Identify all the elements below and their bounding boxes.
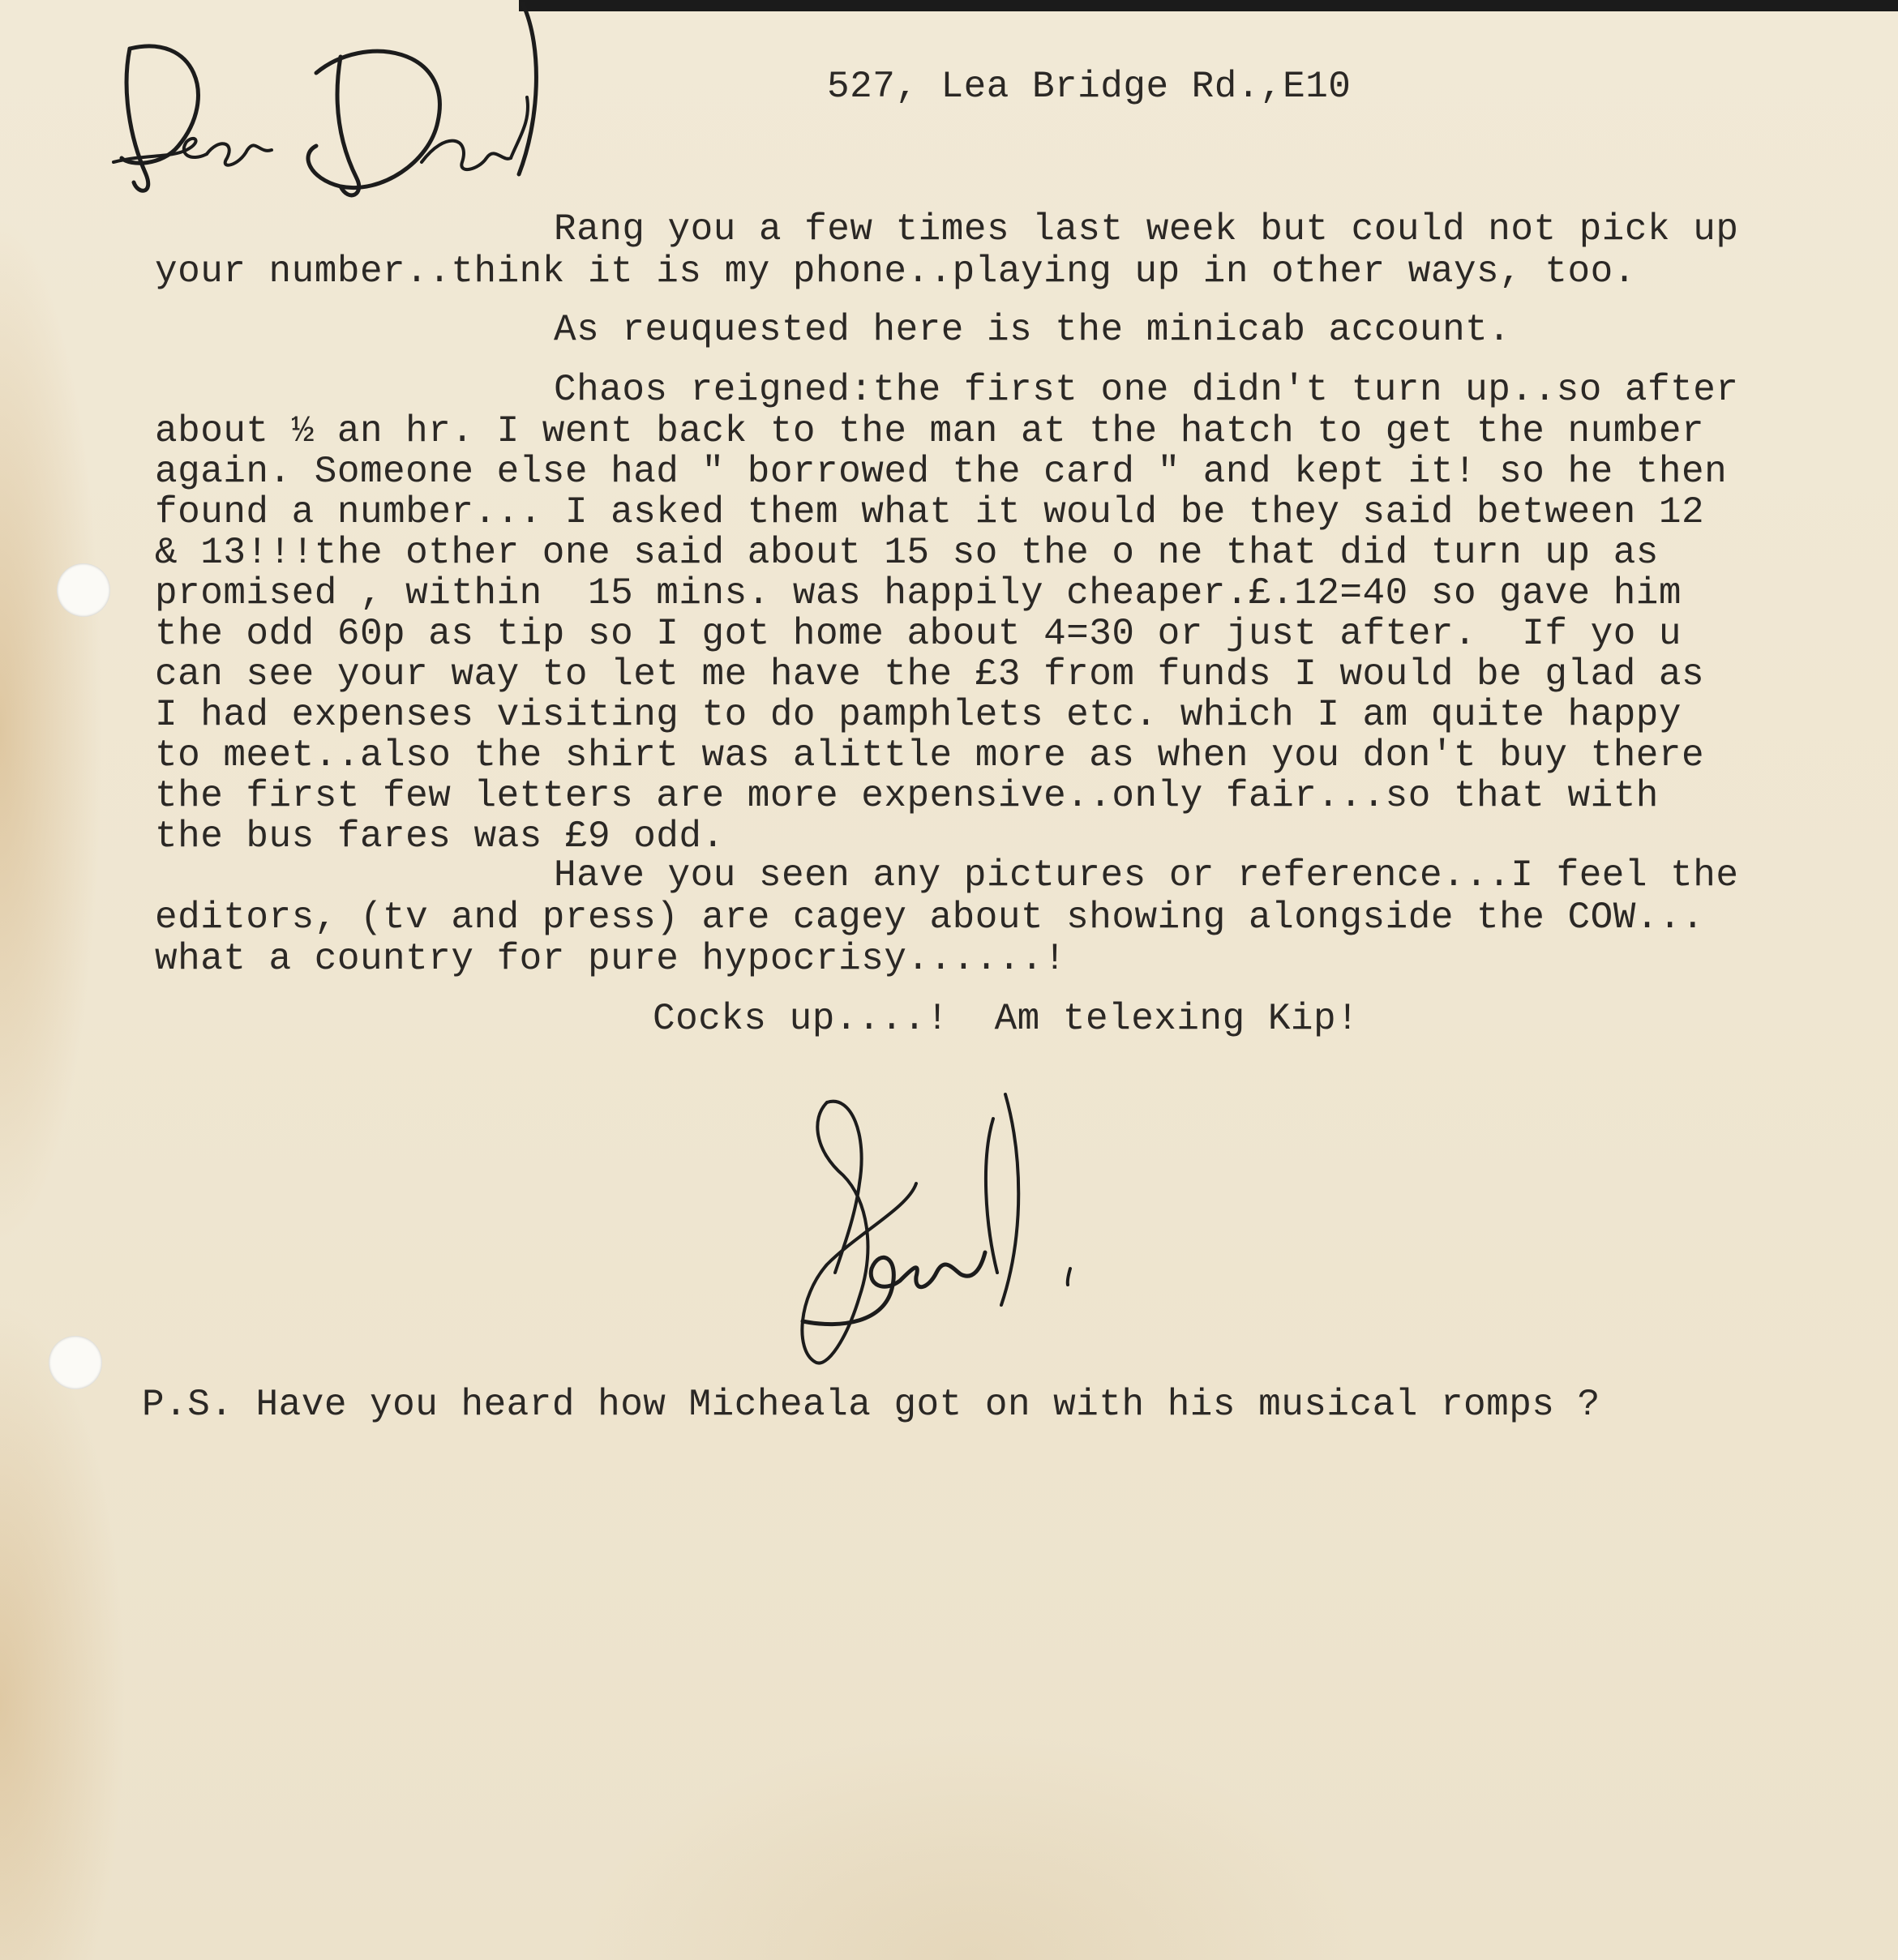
scan-edge (519, 0, 1898, 11)
paragraph-3-line-1: Chaos reigned:the first one didn't turn up..so after (554, 369, 1739, 411)
paragraph-3-line-4: found a number... I asked them what it would be they said between 12 (155, 491, 1705, 533)
paragraph-4-line-2: editors, (tv and press) are cagey about showing alongside the COW... (155, 897, 1705, 939)
paragraph-3-line-10: to meet..also the shirt was alittle more as when you don't buy there (155, 734, 1705, 777)
punch-hole-top (57, 563, 110, 617)
paragraph-2: As reuquested here is the minicab account. (554, 309, 1511, 351)
paragraph-3-line-12: the bus fares was £9 odd. (155, 815, 725, 858)
paragraph-3-line-2: about ½ an hr. I went back to the man at the hatch to get the number (155, 410, 1705, 452)
paragraph-4-line-1: Have you seen any pictures or reference...I feel the (554, 854, 1739, 897)
closing-line: Cocks up....! Am telexing Kip! (653, 998, 1360, 1040)
paragraph-3-line-5: & 13!!!the other one said about 15 so the o ne that did turn up as (155, 532, 1659, 574)
paragraph-4-line-3: what a country for pure hypocrisy......! (155, 938, 1067, 980)
paragraph-3-line-9: I had expenses visiting to do pamphlets etc. which I am quite happy (155, 694, 1682, 736)
sender-address: 527, Lea Bridge Rd.,E10 (827, 66, 1352, 108)
paragraph-3-line-8: can see your way to let me have the £3 from funds I would be glad as (155, 653, 1705, 695)
handwritten-signature (778, 1086, 1103, 1386)
paragraph-3-line-11: the first few letters are more expensive..only fair...so that with (155, 775, 1659, 817)
paragraph-3-line-6: promised , within 15 mins. was happily cheaper.£.12=40 so gave him (155, 572, 1682, 614)
handwritten-salutation (97, 0, 551, 211)
paragraph-3-line-7: the odd 60p as tip so I got home about 4=30 or just after. If yo u (155, 613, 1682, 655)
paragraph-3-line-3: again. Someone else had " borrowed the card " and kept it! so he then (155, 451, 1728, 493)
postscript: P.S. Have you heard how Micheala got on with his musical romps ? (142, 1384, 1600, 1426)
punch-hole-bottom (49, 1336, 102, 1389)
paragraph-1-line-2: your number..think it is my phone..playing up in other ways, too. (155, 250, 1636, 293)
paragraph-1-line-1: Rang you a few times last week but could not pick up (554, 208, 1739, 250)
